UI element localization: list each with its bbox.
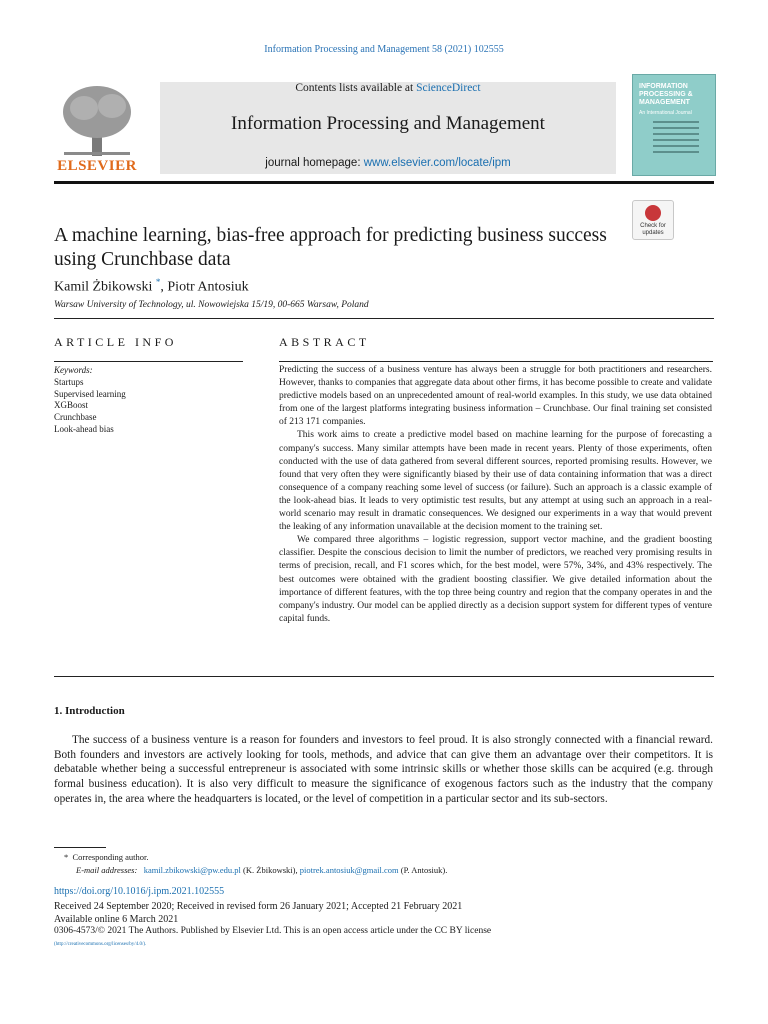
intro-paragraph: The success of a business venture is a reason for founders and investors to feel proud. It is also strongly connected with a financial reward. Both founders and investors are actively looking for tools, methods, and advice that can give them an advantage over their competitors. It is debatable whether being a successful entrepreneur is associated with some intrinsic skills or whether those skills can be acquired (e.g. through formal business education). It is also very difficult to measure the significance of exogenous factors such as the industry that the company operates in, the area where the headquarters is located, or the level of competition in a particular sector and its sub-sectors. — [54, 734, 713, 805]
license-url[interactable]: (http://creativecommons.org/licenses/by/4.0/). — [54, 942, 147, 947]
homepage-link[interactable]: www.elsevier.com/locate/ipm — [363, 157, 511, 169]
article-info-rule — [54, 361, 243, 362]
journal-citation: Information Processing and Management 58 (2021) 102555 — [264, 44, 504, 55]
homepage-prefix: journal homepage: — [265, 157, 364, 169]
email-owner: (K. Żbikowski), — [240, 865, 300, 875]
abstract-paragraph: We compared three algorithms – logistic regression, support vector machine, and the gradient boosting classifier. Despite the conscious decision to limit the number of predictors, we reached very promising results in terms of precision, recall, and F1 scores which, for the best model, were 57%, 34%, and 43% respectively. The best outcomes were obtained with the gradient boosting classifier. We give detailed information about the importance of different features, with the top three being country and region that the company operates in and the company's industry. Our model can be applied directly as a decision support system for different types of venture capital funds. — [279, 535, 712, 624]
corresponding-footnote — [64, 852, 149, 862]
email-label: E-mail addresses: — [76, 865, 138, 875]
doi-link[interactable]: https://doi.org/10.1016/j.ipm.2021.102555 — [54, 886, 225, 897]
article-dates — [54, 900, 462, 913]
footnote-mark: * — [64, 852, 69, 862]
email-link[interactable]: kamil.zbikowski@pw.edu.pl — [143, 865, 241, 875]
cover-contents-lines — [653, 121, 699, 157]
footnote-rule — [54, 847, 106, 848]
received-dates: Received 24 September 2020; Received in revised form 26 January 2021; Accepted 21 February 2021 — [54, 901, 463, 912]
corresponding-author-mark[interactable]: * — [155, 277, 161, 287]
bookmark-icon — [645, 205, 661, 221]
abstract-heading: ABSTRACT — [279, 335, 370, 349]
article-title: A machine learning, bias-free approach for predicting business success using Crunchbase data — [54, 225, 607, 270]
publisher-name: ELSEVIER — [57, 158, 137, 174]
available-online: Available online 6 March 2021 — [54, 914, 179, 925]
journal-title: Information Processing and Management — [231, 113, 545, 134]
abstract-bottom-rule — [54, 676, 714, 677]
contents-prefix: Contents lists available at — [295, 82, 417, 94]
affiliation: Warsaw University of Technology, ul. Nowowiejska 15/19, 00-665 Warsaw, Poland — [54, 300, 369, 310]
keyword: Supervised learning — [54, 388, 126, 399]
author-name: Kamil Żbikowski — [54, 279, 153, 295]
article-info-heading: ARTICLE INFO — [54, 335, 177, 349]
email-footnote — [76, 865, 447, 875]
corresponding-label: Corresponding author. — [72, 852, 149, 862]
title-rule — [54, 318, 714, 319]
section-heading: 1. Introduction — [54, 705, 125, 717]
abstract-paragraph: This work aims to create a predictive model based on machine learning for the purpose of forecasting a company's success. Many similar attempts have been made in recent years. Plenty of those experiments, often conducted with the use of data gathered from several different sources, reported promising results. However, we found that very often they were significantly biased by their use of data containing information that was a direct consequence of a company reaching some level of success (or failure). Such an approach is a classic example of the look-ahead bias. It leads to very optimistic test results, but any attempt at using such an approach in a real-world scenario may result in dramatic consequences. We designed our experiments in a way that would prevent the leaking of any information unavailable at the decision moment to the training set. — [279, 430, 712, 533]
sciencedirect-link[interactable]: ScienceDirect — [416, 82, 481, 94]
keyword: XGBoost — [54, 400, 89, 411]
email-link[interactable]: piotrek.antosiuk@gmail.com — [299, 865, 399, 875]
keyword: Look-ahead bias — [54, 423, 114, 434]
check-for-updates-button[interactable] — [632, 200, 674, 240]
cover-title: INFORMATION PROCESSING & MANAGEMENT — [639, 83, 693, 106]
keyword: Crunchbase — [54, 412, 97, 423]
author-name: Piotr Antosiuk — [167, 279, 249, 295]
author-separator: , — [160, 279, 168, 295]
contents-line — [160, 82, 616, 94]
email-owner: (P. Antosiuk). — [398, 865, 448, 875]
journal-cover-thumbnail[interactable] — [632, 74, 716, 176]
check-updates-label: Check for updates — [640, 223, 666, 236]
author-list — [54, 277, 249, 296]
keyword: Startups — [54, 377, 84, 387]
abstract-rule — [279, 361, 713, 362]
abstract-paragraph: Predicting the success of a business venture has always been a struggle for both practitioners and researchers. However, thanks to companies that aggregate data about other firms, it has become possible to create and validate predictive models based on an unprecedented amount of real-world examples. In this study, we use data obtained from one of the largest platforms integrating business information – Crunchbase. Our final training set consisted of 213 171 companies. — [279, 365, 712, 428]
journal-homepage — [160, 157, 616, 169]
license-statement: 0306-4573/© 2021 The Authors. Published by Elsevier Ltd. This is an open access article under the CC BY license — [54, 926, 492, 936]
cover-subtitle: An International Journal — [639, 110, 692, 116]
abstract-body — [279, 364, 712, 626]
keywords-label: Keywords: — [54, 365, 93, 375]
header-rule — [54, 181, 714, 184]
keywords-list — [54, 377, 126, 436]
